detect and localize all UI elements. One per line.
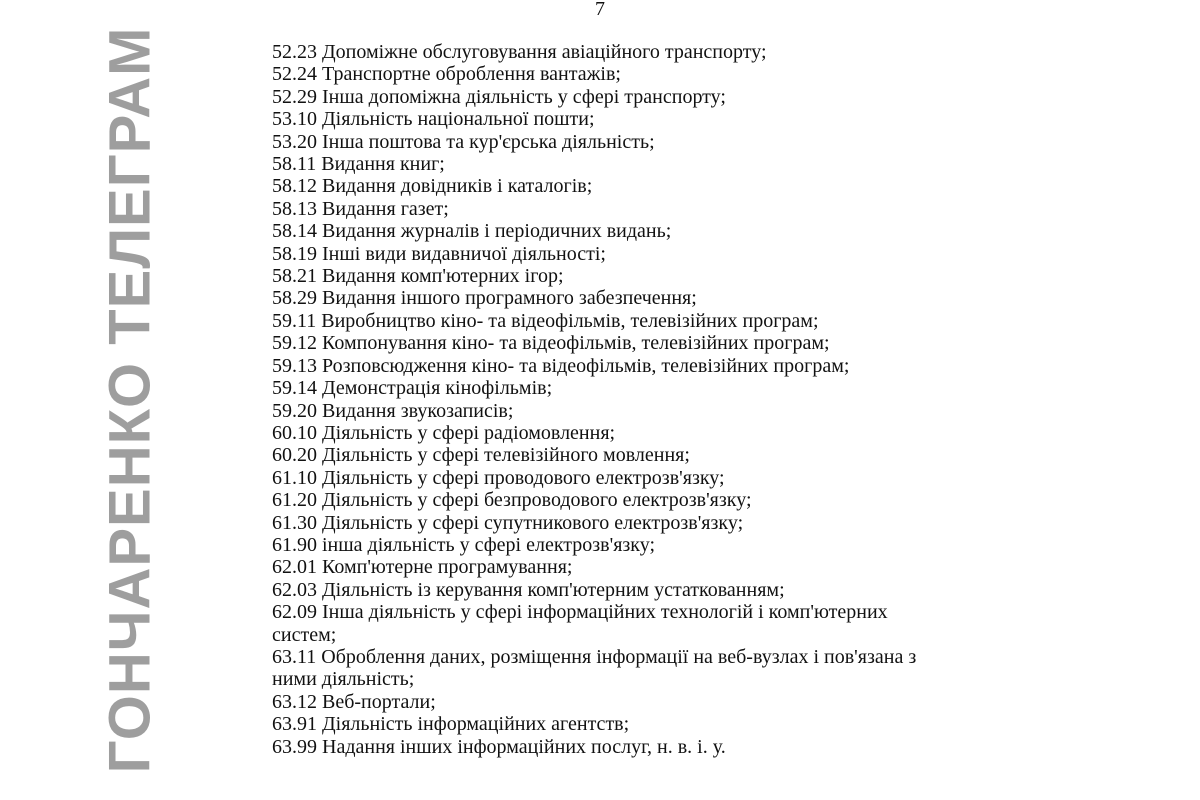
list-item: 52.29 Інша допоміжна діяльність у сфері транспорту; xyxy=(272,85,726,108)
list-item: 61.30 Діяльність у сфері супутникового електрозв'язку; xyxy=(272,511,744,534)
list-item: 63.99 Надання інших інформаційних послуг, н. в. і. у. xyxy=(272,735,726,758)
list-item: 53.10 Діяльність національної пошти; xyxy=(272,108,595,131)
list-item: 58.21 Видання комп'ютерних ігор; xyxy=(272,265,564,288)
list-item: 58.11 Видання книг; xyxy=(272,153,445,176)
list-item: 60.10 Діяльність у сфері радіомовлення; xyxy=(272,421,616,444)
list-item: 58.19 Інші види видавничої діяльності; xyxy=(272,242,606,265)
list-item: 62.09 Інша діяльність у сфері інформаційних технологій і комп'ютерних систем; xyxy=(272,601,888,646)
activity-code-list xyxy=(272,41,937,758)
list-item: 59.13 Розповсюдження кіно- та відеофільмів, телевізійних програм; xyxy=(272,354,850,377)
watermark-text: ГОНЧАРЕНКО ТЕЛЕГРАМ xyxy=(97,26,163,774)
list-item: 52.24 Транспортне оброблення вантажів; xyxy=(272,63,621,86)
list-item: 61.90 інша діяльність у сфері електрозв'язку; xyxy=(272,533,656,556)
list-item: 61.20 Діяльність у сфері безпроводового електрозв'язку; xyxy=(272,489,752,512)
list-item: 62.03 Діяльність із керування комп'ютерним устаткованням; xyxy=(272,578,785,601)
list-item: 61.10 Діяльність у сфері проводового електрозв'язку; xyxy=(272,466,725,489)
list-item: 58.14 Видання журналів і періодичних видань; xyxy=(272,220,672,243)
list-item: 62.01 Комп'ютерне програмування; xyxy=(272,556,573,579)
list-item: 59.11 Виробництво кіно- та відеофільмів, телевізійних програм; xyxy=(272,309,819,332)
list-item: 53.20 Інша поштова та кур'єрська діяльність; xyxy=(272,130,655,153)
list-item: 52.23 Допоміжне обслуговування авіаційного транспорту; xyxy=(272,41,767,63)
list-item: 60.20 Діяльність у сфері телевізійного мовлення; xyxy=(272,444,690,467)
list-item: 58.29 Видання іншого програмного забезпечення; xyxy=(272,287,697,310)
list-item: 63.12 Веб-портали; xyxy=(272,690,436,713)
list-item: 59.14 Демонстрація кінофільмів; xyxy=(272,377,553,400)
list-item: 59.20 Видання звукозаписів; xyxy=(272,399,514,422)
list-item: 59.12 Компонування кіно- та відеофільмів, телевізійних програм; xyxy=(272,332,830,355)
list-item: 63.91 Діяльність інформаційних агентств; xyxy=(272,713,630,736)
page-number: 7 xyxy=(595,0,605,20)
list-item: 58.13 Видання газет; xyxy=(272,197,449,220)
list-item: 58.12 Видання довідників і каталогів; xyxy=(272,175,593,198)
list-item: 63.11 Оброблення даних, розміщення інформації на веб-вузлах і пов'язана з ними діяльність; xyxy=(272,645,917,691)
